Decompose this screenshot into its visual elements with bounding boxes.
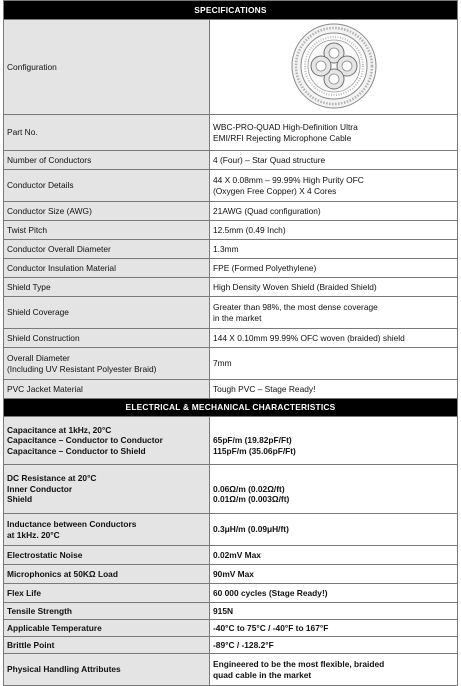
cell-text-line: 915N [213,605,234,616]
spec-table [3,0,458,686]
cell-text-line: Microphonics at 50KΩ Load [7,568,118,579]
cell-text-line: 0.01Ω/m (0.003Ω/ft) [213,494,290,505]
spec-row [4,565,458,584]
spec-row [4,620,458,637]
row-label [4,221,210,240]
row-label [4,151,210,170]
cell-text-line: DC Resistance at 20°C [7,473,97,484]
cell-text-line: PVC Jacket Material [7,383,83,394]
spec-row [4,514,458,546]
cell-text-line: Part No. [7,127,38,138]
cell-text-line: EMI/RFI Rejecting Microphone Cable [213,132,352,143]
spec-row [4,603,458,620]
cell-text-line: 90mV Max [213,568,254,579]
cell-text-line: Inner Conductor [7,483,73,494]
row-value [210,514,458,546]
cell-text-line: 60 000 cycles (Stage Ready!) [213,587,328,598]
row-label [4,465,210,514]
cell-text-line: Inductance between Conductors [7,518,137,529]
cell-text-line: 21AWG (Quad configuration) [213,205,321,216]
row-label [4,565,210,584]
row-label [4,417,210,465]
electrical-mechanical-heading: ELECTRICAL & MECHANICAL CHARACTERISTICS [4,399,458,417]
cell-text-line: WBC-PRO-QUAD High-Definition Ultra [213,121,358,132]
cable-cross-section-diagram [290,22,378,110]
row-label [4,546,210,565]
cell-text-line: 0.06Ω/m (0.02Ω/ft) [213,483,285,494]
cell-text-line: Shield Type [7,281,51,292]
row-value [210,603,458,620]
cell-text-line: Greater than 98%, the most dense coverage [213,301,378,312]
row-label [4,278,210,297]
cell-text-line: 65pF/m (19.82pF/Ft) [213,435,292,446]
row-value [210,417,458,465]
row-value [210,170,458,202]
cell-text-line: 115pF/m (35.06pF/Ft) [213,445,296,456]
row-value [210,380,458,399]
cell-text-line: Overall Diameter [7,352,70,363]
row-label [4,637,210,654]
row-value [210,565,458,584]
row-value [210,115,458,151]
cell-text-line: Conductor Overall Diameter [7,243,111,254]
cell-text-line: Conductor Details [7,180,74,191]
row-value [210,221,458,240]
row-label [4,202,210,221]
row-value [210,202,458,221]
spec-row [4,465,458,514]
spec-row [4,221,458,240]
spec-row [4,297,458,329]
spec-row [4,417,458,465]
cell-text-line: Electrostatic Noise [7,549,83,560]
cell-text-line: 4 (Four) – Star Quad structure [213,154,326,165]
cell-text-line: Capacitance at 1kHz, 20°C [7,424,112,435]
row-value [210,620,458,637]
cell-text-line: quad cable in the market [213,669,312,680]
cell-text-line [213,473,454,484]
row-label [4,380,210,399]
row-label [4,348,210,380]
row-label [4,297,210,329]
cell-text-line: Engineered to be the most flexible, braided [213,658,385,669]
row-value [210,297,458,329]
configuration-label: Configuration [4,20,210,115]
spec-row [4,348,458,380]
cell-text-line: Physical Handling Attributes [7,664,121,675]
spec-row [4,380,458,399]
cell-text-line: 0.3μH/m (0.09μH/ft) [213,524,289,535]
spec-row [4,170,458,202]
cable-cross-section-cell [210,20,458,115]
cell-text-line: 0.02mV Max [213,549,261,560]
cell-text-line: 44 X 0.08mm – 99.99% High Purity OFC [213,174,364,185]
cell-text-line [213,425,454,436]
spec-row [4,202,458,221]
cell-text-line: (Oxygen Free Copper) X 4 Cores [213,185,337,196]
row-label [4,603,210,620]
cell-text-line: Shield Construction [7,332,80,343]
cell-text-line: -40°C to 75°C / -40°F to 167°F [213,622,329,633]
cell-text-line: Applicable Temperature [7,622,102,633]
cell-text-line: Flex Life [7,587,41,598]
spec-row [4,151,458,170]
spec-row [4,278,458,297]
row-value [210,654,458,686]
cell-text-line: 12.5mm (0.49 Inch) [213,224,286,235]
row-value [210,329,458,348]
cell-text-line: at 1kHz. 20°C [7,529,60,540]
spec-row [4,637,458,654]
row-label [4,259,210,278]
row-value [210,278,458,297]
spec-row [4,654,458,686]
cell-text-line: Tough PVC – Stage Ready! [213,383,316,394]
row-label [4,654,210,686]
spec-row [4,115,458,151]
cell-text-line: Conductor Insulation Material [7,262,116,273]
row-label [4,514,210,546]
cell-text-line: Number of Conductors [7,154,92,165]
row-value [210,637,458,654]
row-value [210,259,458,278]
row-value [210,151,458,170]
row-label [4,115,210,151]
cell-text-line: Twist Pitch [7,224,48,235]
row-label [4,170,210,202]
cell-text-line: High Density Woven Shield (Braided Shield) [213,281,377,292]
cell-text-line: in the market [213,312,262,323]
specifications-heading: SPECIFICATIONS [4,1,458,20]
spec-row [4,546,458,565]
cell-text-line: Shield Coverage [7,307,69,318]
row-value [210,465,458,514]
spec-row [4,259,458,278]
cell-text-line: Shield [7,494,33,505]
row-value [210,240,458,259]
row-value [210,348,458,380]
row-label [4,240,210,259]
cell-text-line: 1.3mm [213,243,239,254]
cell-text-line: (Including UV Resistant Polyester Braid) [7,363,157,374]
spec-row [4,329,458,348]
cell-text-line: Capacitance – Conductor to Shield [7,445,146,456]
row-label [4,329,210,348]
cell-text-line: Conductor Size (AWG) [7,205,92,216]
spec-body [4,1,458,686]
cell-text-line: Capacitance – Conductor to Conductor [7,435,163,446]
cell-text-line: -89°C / -128.2°F [213,639,274,650]
row-value [210,546,458,565]
cell-text-line: FPE (Formed Polyethylene) [213,262,317,273]
cell-text-line: 7mm [213,358,232,369]
row-label [4,620,210,637]
cell-text-line: Tensile Strength [7,605,72,616]
spec-row [4,240,458,259]
cell-text-line: Brittle Point [7,639,55,650]
cell-text-line: 144 X 0.10mm 99.99% OFC woven (braided) shield [213,332,405,343]
